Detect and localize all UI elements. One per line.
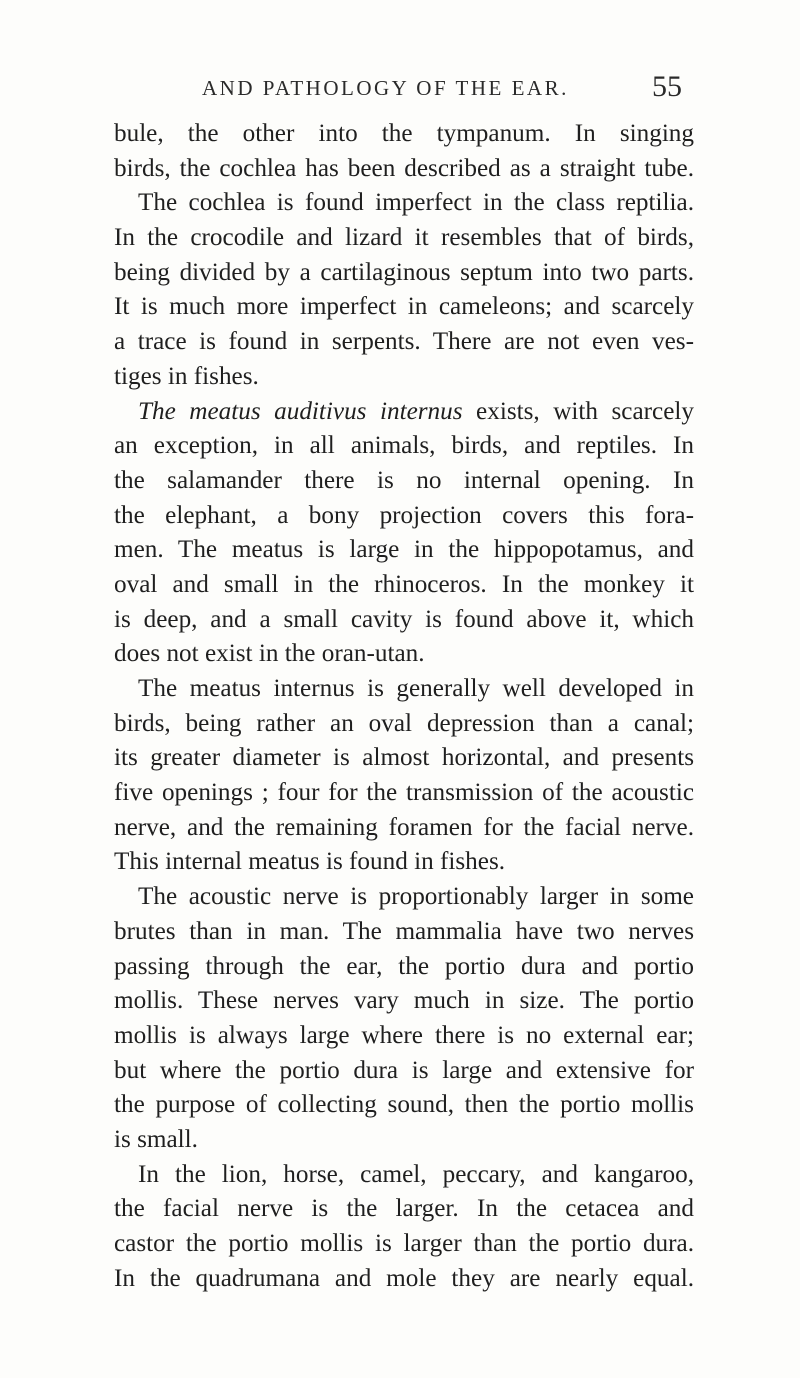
text-line: bule, the other into the tympanum. In singing xyxy=(114,120,694,147)
text-line: In the quadrumana and mole they are nearly equal. xyxy=(114,1264,694,1292)
text-line-rest: exists, with scarcely xyxy=(476,397,694,425)
text-line: castor the portio mollis is larger than the portio dura. xyxy=(114,1230,694,1257)
text-line: In the lion, horse, camel, peccary, and kangaroo, xyxy=(138,1160,694,1188)
text-line: is small. xyxy=(114,1125,198,1153)
text-line: the elephant, a bony projection covers this fora- xyxy=(114,501,694,529)
italic-term: The meatus auditivus internus xyxy=(138,397,463,425)
text-line: but where the portio dura is large and extensive for xyxy=(114,1056,694,1084)
text-line: tiges in fishes. xyxy=(114,362,259,390)
text-line: The meatus internus is generally well developed in xyxy=(138,675,694,702)
text-line: birds, the cochlea has been described as a straight tube. xyxy=(114,154,694,182)
text-line: its greater diameter is almost horizontal, and presents xyxy=(114,744,694,772)
text-line: the salamander there is no internal opening. In xyxy=(114,466,694,494)
text-line: passing through the ear, the portio dura and portio xyxy=(114,952,694,980)
text-line: mollis. These nerves vary much in size. The portio xyxy=(114,987,694,1015)
text-line: birds, being rather an oval depression than a canal; xyxy=(114,709,694,737)
text-line: In the crocodile and lizard it resembles that of birds, xyxy=(114,224,694,252)
page-number: 55 xyxy=(652,70,682,103)
text-line: mollis is always large where there is no external ear; xyxy=(114,1021,694,1049)
running-title: AND PATHOLOGY OF THE EAR. xyxy=(202,76,569,100)
page-header xyxy=(168,70,688,116)
text-line: The cochlea is found imperfect in the class reptilia. xyxy=(138,189,694,217)
text-line: nerve, and the remaining foramen for the facial nerve. xyxy=(114,813,694,841)
text-line: oval and small in the rhinoceros. In the monkey it xyxy=(114,570,694,598)
text-line: does not exist in the oran-utan. xyxy=(114,640,425,668)
text-line: five openings ; four for the transmission of the acoustic xyxy=(114,779,694,807)
text-line-with-italic xyxy=(114,395,694,430)
text-line: men. The meatus is large in the hippopotamus, and xyxy=(114,536,694,564)
text-line: brutes than in man. The mammalia have two nerves xyxy=(114,917,694,945)
text-line: the facial nerve is the larger. In the cetacea and xyxy=(114,1195,694,1223)
text-line: an exception, in all animals, birds, and reptiles. In xyxy=(114,432,694,460)
body-text xyxy=(114,117,694,1296)
text-line: the purpose of collecting sound, then the portio mollis xyxy=(114,1091,694,1119)
text-line: is deep, and a small cavity is found above it, which xyxy=(114,605,694,633)
text-line: a trace is found in serpents. There are not even ves- xyxy=(114,328,694,356)
text-line: The acoustic nerve is proportionably larger in some xyxy=(138,883,694,911)
text-line: This internal meatus is found in fishes. xyxy=(114,848,506,876)
text-line: It is much more imperfect in cameleons; and scarcely xyxy=(114,293,694,321)
text-line: being divided by a cartilaginous septum into two parts. xyxy=(114,258,694,286)
